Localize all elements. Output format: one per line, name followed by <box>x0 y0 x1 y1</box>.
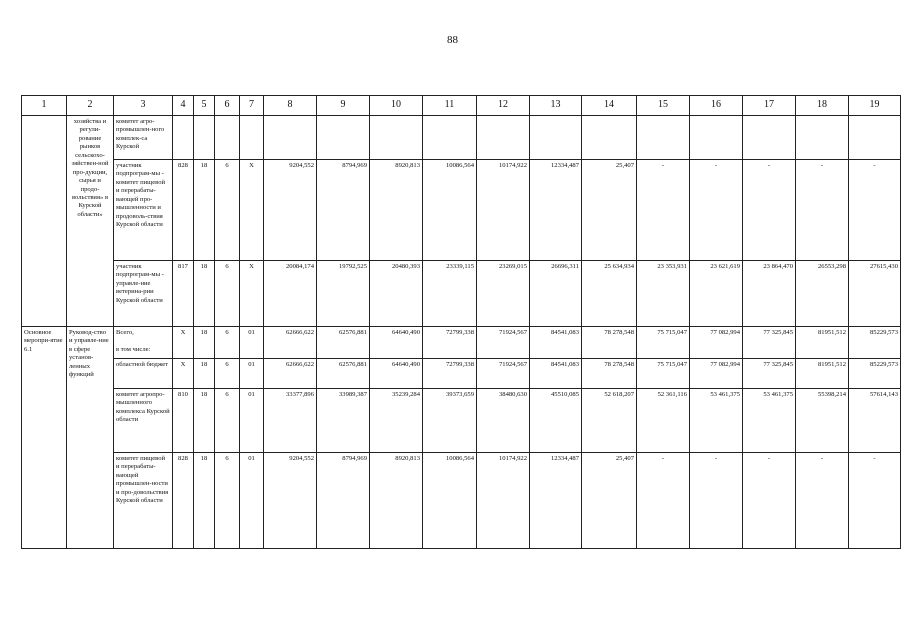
value-cell: 75 715,047 <box>637 359 690 389</box>
table-row <box>22 327 901 359</box>
value-cell: 81951,512 <box>796 359 849 389</box>
executor-cell: комитет агропро-мышленного комплекса Курской области <box>114 389 173 453</box>
value-cell: 828 <box>173 453 194 549</box>
value-cell: 72799,338 <box>423 327 477 359</box>
value-cell: 810 <box>173 389 194 453</box>
column-header-14: 14 <box>582 96 637 116</box>
value-cell: 33989,387 <box>317 389 370 453</box>
value-cell: 85229,573 <box>849 359 901 389</box>
column-header-1: 1 <box>22 96 67 116</box>
value-cell: 84541,083 <box>530 327 582 359</box>
value-cell: 6 <box>215 389 240 453</box>
value-cell: 62576,881 <box>317 327 370 359</box>
value-cell: 18 <box>194 160 215 261</box>
value-cell: 71924,567 <box>477 327 530 359</box>
value-cell: 18 <box>194 327 215 359</box>
budget-table <box>21 95 901 549</box>
value-cell <box>477 116 530 160</box>
value-cell: - <box>796 453 849 549</box>
value-cell: 52 361,116 <box>637 389 690 453</box>
value-cell <box>194 116 215 160</box>
column-header-13: 13 <box>530 96 582 116</box>
value-cell <box>264 116 317 160</box>
value-cell: - <box>690 453 743 549</box>
executor-cell: участник подпрограм-мы - комитет пищевой и перерабаты-вающей про-мышленности и продоволь-ствия Курской области <box>114 160 173 261</box>
value-cell: - <box>849 160 901 261</box>
value-cell: 817 <box>173 261 194 327</box>
value-cell: - <box>743 453 796 549</box>
column-header-19: 19 <box>849 96 901 116</box>
value-cell: 64640,490 <box>370 359 423 389</box>
value-cell: 39373,659 <box>423 389 477 453</box>
value-cell: 12334,487 <box>530 160 582 261</box>
value-cell: 85229,573 <box>849 327 901 359</box>
value-cell <box>317 116 370 160</box>
value-cell: 84541,083 <box>530 359 582 389</box>
executor-cell: комитет агро-промышлен-ного комплек-са Курской <box>114 116 173 160</box>
value-cell: Х <box>173 359 194 389</box>
column-header-9: 9 <box>317 96 370 116</box>
value-cell: 10086,564 <box>423 453 477 549</box>
value-cell: 57614,143 <box>849 389 901 453</box>
value-cell: 8920,813 <box>370 160 423 261</box>
value-cell: 25,407 <box>582 160 637 261</box>
value-cell: 23 621,619 <box>690 261 743 327</box>
value-cell: 18 <box>194 453 215 549</box>
value-cell <box>530 116 582 160</box>
value-cell: 62576,881 <box>317 359 370 389</box>
measure-name: Основное меропри-ятие 6.1 <box>22 327 67 549</box>
value-cell <box>582 116 637 160</box>
value-cell: 19792,525 <box>317 261 370 327</box>
value-cell: 10174,922 <box>477 453 530 549</box>
value-cell: 20084,174 <box>264 261 317 327</box>
column-header-8: 8 <box>264 96 317 116</box>
value-cell: Х <box>173 327 194 359</box>
value-cell: - <box>796 160 849 261</box>
value-cell: 78 278,548 <box>582 359 637 389</box>
value-cell: 33377,896 <box>264 389 317 453</box>
executor-cell: комитет пищевой и перерабаты-вающей промышлен-ности и про-довольствия Курской области <box>114 453 173 549</box>
value-cell: 23 864,470 <box>743 261 796 327</box>
value-cell: 8794,969 <box>317 160 370 261</box>
header-row <box>22 96 901 116</box>
value-cell: 6 <box>215 160 240 261</box>
column-header-7: 7 <box>240 96 264 116</box>
column-header-11: 11 <box>423 96 477 116</box>
table-row <box>22 359 901 389</box>
activity-name: Руковод-ство и управле-ние в сфере установ-ленных функций <box>67 327 114 549</box>
column-header-4: 4 <box>173 96 194 116</box>
column-header-17: 17 <box>743 96 796 116</box>
value-cell: 18 <box>194 261 215 327</box>
value-cell: 10086,564 <box>423 160 477 261</box>
column-header-10: 10 <box>370 96 423 116</box>
value-cell: 12334,487 <box>530 453 582 549</box>
value-cell: 20480,393 <box>370 261 423 327</box>
value-cell <box>743 116 796 160</box>
value-cell: - <box>743 160 796 261</box>
value-cell: 55398,214 <box>796 389 849 453</box>
value-cell: 75 715,047 <box>637 327 690 359</box>
value-cell: 25,407 <box>582 453 637 549</box>
table-row <box>22 116 901 160</box>
value-cell: 35239,284 <box>370 389 423 453</box>
table-row <box>22 389 901 453</box>
value-cell: 27615,430 <box>849 261 901 327</box>
value-cell: - <box>849 453 901 549</box>
value-cell: 828 <box>173 160 194 261</box>
value-cell: 01 <box>240 453 264 549</box>
value-cell: 25 634,934 <box>582 261 637 327</box>
value-cell: Х <box>240 160 264 261</box>
value-cell: - <box>690 160 743 261</box>
column-header-2: 2 <box>67 96 114 116</box>
value-cell: 26553,298 <box>796 261 849 327</box>
column-header-12: 12 <box>477 96 530 116</box>
value-cell: 77 082,994 <box>690 327 743 359</box>
value-cell: 6 <box>215 359 240 389</box>
executor-cell: областной бюджет <box>114 359 173 389</box>
value-cell: 71924,567 <box>477 359 530 389</box>
value-cell: - <box>637 453 690 549</box>
value-cell: 9204,552 <box>264 453 317 549</box>
value-cell: 78 278,548 <box>582 327 637 359</box>
value-cell: 01 <box>240 389 264 453</box>
value-cell <box>215 116 240 160</box>
value-cell: 52 618,207 <box>582 389 637 453</box>
value-cell: 9204,552 <box>264 160 317 261</box>
value-cell: 77 325,845 <box>743 327 796 359</box>
value-cell: 23 353,931 <box>637 261 690 327</box>
table-row <box>22 453 901 549</box>
value-cell: 23339,115 <box>423 261 477 327</box>
column-header-16: 16 <box>690 96 743 116</box>
column-header-6: 6 <box>215 96 240 116</box>
value-cell <box>690 116 743 160</box>
value-cell: 26696,311 <box>530 261 582 327</box>
subprogram-name: хозяйства и регули-рование рынков сельскохо-зяйствен-ной про-дукции, сырья и продо-вольствия» в Курской области» <box>67 116 114 327</box>
cell-group1-col1 <box>22 116 67 327</box>
value-cell: 8920,813 <box>370 453 423 549</box>
value-cell <box>796 116 849 160</box>
value-cell: 45510,085 <box>530 389 582 453</box>
value-cell: 6 <box>215 327 240 359</box>
value-cell: 72799,338 <box>423 359 477 389</box>
column-header-15: 15 <box>637 96 690 116</box>
value-cell: 64640,490 <box>370 327 423 359</box>
value-cell: 38480,630 <box>477 389 530 453</box>
table-row <box>22 160 901 261</box>
value-cell: 6 <box>215 261 240 327</box>
value-cell: 53 461,375 <box>743 389 796 453</box>
page-number: 88 <box>447 34 458 46</box>
value-cell <box>370 116 423 160</box>
value-cell: - <box>637 160 690 261</box>
value-cell <box>849 116 901 160</box>
value-cell: 8794,969 <box>317 453 370 549</box>
value-cell: 23269,015 <box>477 261 530 327</box>
value-cell: 6 <box>215 453 240 549</box>
column-header-18: 18 <box>796 96 849 116</box>
value-cell: 77 325,845 <box>743 359 796 389</box>
value-cell: 10174,922 <box>477 160 530 261</box>
value-cell <box>173 116 194 160</box>
value-cell: 77 082,994 <box>690 359 743 389</box>
value-cell: 18 <box>194 389 215 453</box>
value-cell: 62666,622 <box>264 359 317 389</box>
column-header-5: 5 <box>194 96 215 116</box>
value-cell <box>423 116 477 160</box>
value-cell: Х <box>240 261 264 327</box>
table-row <box>22 261 901 327</box>
value-cell <box>240 116 264 160</box>
value-cell <box>637 116 690 160</box>
value-cell: 01 <box>240 327 264 359</box>
value-cell: 81951,512 <box>796 327 849 359</box>
value-cell: 18 <box>194 359 215 389</box>
column-header-3: 3 <box>114 96 173 116</box>
value-cell: 01 <box>240 359 264 389</box>
value-cell: 53 461,375 <box>690 389 743 453</box>
executor-cell: Всего, в том числе: <box>114 327 173 359</box>
executor-cell: участник подпрограм-мы - управле-ние ветерина-рии Курской области <box>114 261 173 327</box>
value-cell: 62666,622 <box>264 327 317 359</box>
